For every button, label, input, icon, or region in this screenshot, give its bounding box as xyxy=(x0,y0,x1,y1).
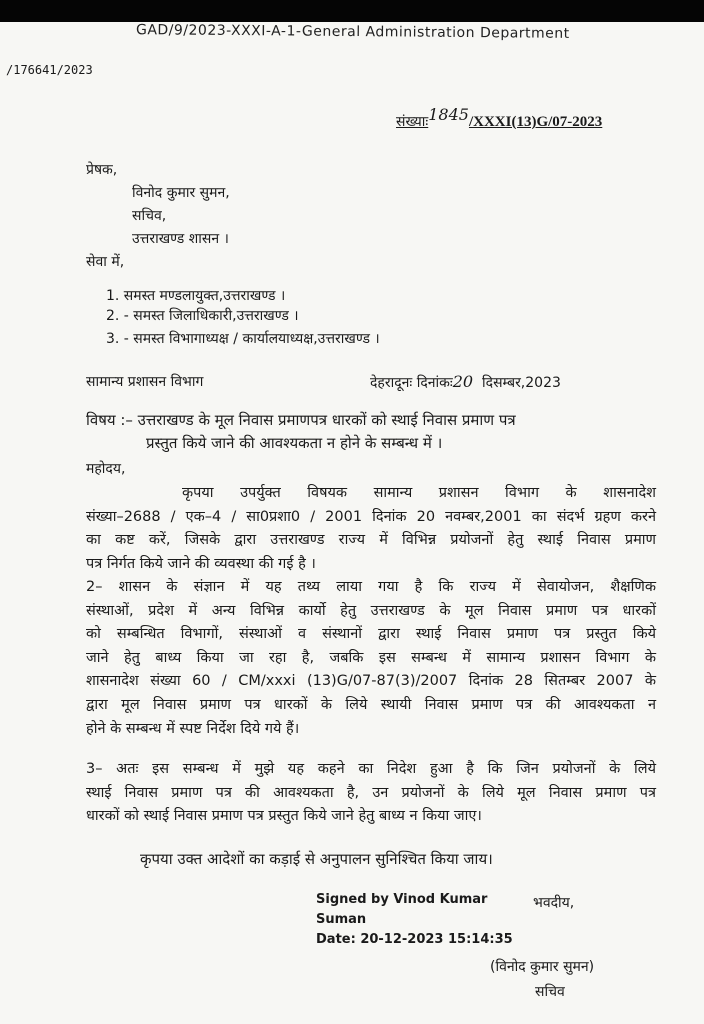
recipient-item: 2. - समस्त जिलाधिकारी,उत्तराखण्ड । xyxy=(106,308,299,324)
signed-by-line: Signed by Vinod Kumar xyxy=(316,892,488,907)
subject-line-1: विषय :– उत्तराखण्ड के मूल निवास प्रमाणपत्र धारकों को स्थाई निवास प्रमाण पत्र xyxy=(86,411,516,429)
month-year: दिसम्बर,2023 xyxy=(482,375,561,391)
department-header: GAD/9/2023-XXXI-A-1-General Administration Department xyxy=(135,22,570,42)
signatory-name: (विनोद कुमार सुमन) xyxy=(490,959,595,975)
signature-date: Date: 20-12-2023 15:14:35 xyxy=(316,932,513,947)
recipient-item: 1. समस्त मण्डलायुक्त,उत्तराखण्ड । xyxy=(106,288,286,304)
salutation: महोदय, xyxy=(86,461,126,477)
paragraph-line: 3– अतः इस सम्बन्ध में मुझे यह कहने का निदेश हुआ है कि जिन प्रयोजनों के लिये xyxy=(86,761,656,777)
paragraph-2 xyxy=(86,576,656,741)
paragraph-3 xyxy=(86,758,656,829)
subject-line-2: प्रस्तुत किये जाने की आवश्यकता न होने के सम्बन्ध में । xyxy=(146,434,443,452)
paragraph-1 xyxy=(86,482,656,576)
paragraph-line: संख्या–2688 / एक–4 / सा0प्रशा0 / 2001 दिनांक 20 नवम्बर,2001 का संदर्भ ग्रहण करने xyxy=(86,508,656,525)
paragraph-line: पत्र निर्गत किये जाने की व्यवस्था की गई है । xyxy=(86,555,316,572)
paragraph-line: 2– शासन के संज्ञान में यह तथ्य लाया गया है कि राज्य में सेवायोजन, शैक्षणिक xyxy=(86,579,656,595)
paragraph-line: कृपया उपर्युक्त विषयक सामान्य प्रशासन विभाग के शासनादेश xyxy=(182,485,656,501)
place-date xyxy=(370,372,561,392)
paragraph-line: का कष्ट करें, जिसके द्वारा उत्तराखण्ड राज्य में विभिन्न प्रयोजनों हेतु स्थाई निवास प्रमाण xyxy=(86,532,656,549)
sender-designation: सचिव, xyxy=(132,208,167,224)
paragraph-line: जाने हेतु बाध्य किया जा रहा है, जबकि इस सम्बन्ध में सामान्य प्रशासन विभाग के xyxy=(86,649,656,666)
paragraph-line: स्थाई निवास प्रमाण पत्र की आवश्यकता है, उन प्रयोजनों के लिये मूल निवास प्रमाण पत्र xyxy=(86,784,656,801)
paragraph-line: शासनादेश संख्या 60 / CM/xxxi (13)G/07-87(3)/2007 दिनांक 28 सितम्बर 2007 के xyxy=(86,673,656,690)
place-date-label: देहरादूनः दिनांकः xyxy=(370,375,453,391)
recipients-label: सेवा में, xyxy=(86,254,125,270)
signatory-designation: सचिव xyxy=(535,984,565,1000)
scan-top-border xyxy=(0,0,704,22)
digital-signature-block xyxy=(316,890,513,950)
sender-name: विनोद कुमार सुमन, xyxy=(132,185,230,201)
recipient-item: 3. - समस्त विभागाध्यक्ष / कार्यालयाध्यक्ष,उत्तराखण्ड । xyxy=(106,331,380,347)
issuing-department: सामान्य प्रशासन विभाग xyxy=(86,374,204,390)
paragraph-line: को सम्बन्धित विभागों, संस्थाओं व संस्थानों द्वारा स्थाई निवास प्रमाण पत्र प्रस्तुत किये xyxy=(86,626,656,643)
handwritten-reference-number: 1845 xyxy=(428,105,469,124)
paragraph-line: होने के सम्बन्ध में स्पष्ट निर्देश दिये गये हैं। xyxy=(86,720,300,737)
reference-number xyxy=(396,105,603,131)
paragraph-line: संस्थाओं, प्रदेश में अन्य विभिन्न कार्यो हेतु उत्तराखण्ड के मूल निवास प्रमाण पत्र धारकों xyxy=(86,602,656,619)
handwritten-day: 20 xyxy=(452,372,474,391)
paragraph-line: द्वारा मूल निवास प्रमाण पत्र धारकों के लिये स्थायी निवास प्रमाण पत्र की आवश्यकता न xyxy=(86,696,656,713)
reference-label: संख्याः xyxy=(396,114,429,130)
valediction: भवदीय, xyxy=(533,895,575,911)
file-number: /176641/2023 xyxy=(6,63,93,77)
sender-office: उत्तराखण्ड शासन । xyxy=(132,231,229,247)
reference-suffix: /XXXI(13)G/07-2023 xyxy=(468,114,603,130)
sender-label: प्रेषक, xyxy=(86,162,118,178)
paragraph-line: धारकों को स्थाई निवास प्रमाण पत्र प्रस्तुत किये जाने हेतु बाध्य न किया जाए। xyxy=(86,808,482,825)
signed-by-line-2: Suman xyxy=(316,912,367,927)
closing-line: कृपया उक्त आदेशों का कड़ाई से अनुपालन सुनिश्चित किया जाय। xyxy=(140,850,493,868)
